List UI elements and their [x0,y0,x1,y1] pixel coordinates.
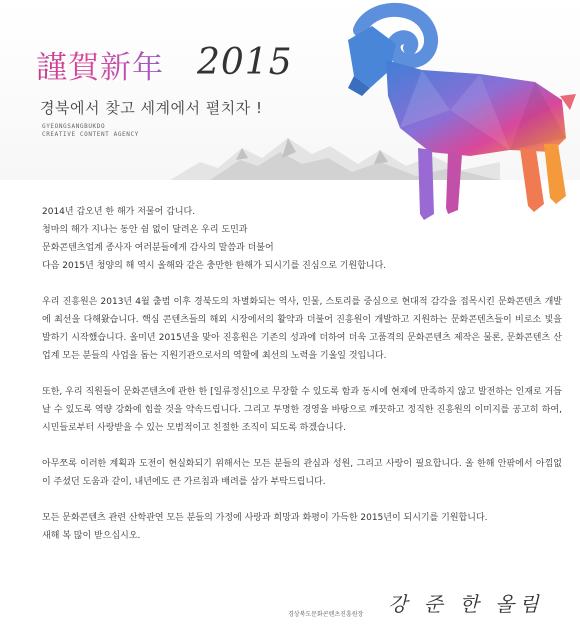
title-year: 2015 [197,42,293,83]
org-english-name [42,123,139,139]
slogan: 경북에서 찾고 세계에서 펼치자 ! [40,99,263,117]
title-cjk: 謹賀新年 [36,42,164,87]
signature: 강 준 한 올림 [388,592,544,616]
org-english-line-1: GYEONGSANGBUKDO [42,123,106,130]
letter-paragraph: 아무쪼록 이러한 계획과 도전이 현실화되기 위해서는 모든 분들의 관심과 성원, 그리고 사랑이 필요합니다. 올 한해 안팎에서 아낌없이 주셨던 도움과 같이, 내년에도 큰 가르침과 배려를 삼가 부탁드립니다. [42,459,562,487]
signature-title: 경상북도문화콘텐츠진흥원장 [288,611,364,618]
org-english-line-2: CREATIVE CONTENT AGENCY [42,131,139,138]
letter-body [42,203,562,545]
letter-paragraph: 우리 진흥원은 2013년 4월 출범 이후 경북도의 차별화되는 역사, 인물, 스토리를 중심으로 현대적 감각을 접목시킨 문화콘텐츠 개발에 최선을 다해왔습니다. 핵심 콘텐츠들의 해외 시장에서의 활약과 더불어 진흥원이 개발하고 지원하는 문화콘텐츠들이 비로소 빛을 발하기 시작했습니다. 올미년 2015년을 맞아 진흥원은 기존의 성과에 더하여 더욱 고품격의 문화콘텐츠 제작은 물론, 문화콘텐츠 산업계 모든 분들의 사업을 돕는 지원기관으로서의 역할에 최선의 노력을 기울일 것입니다. [42,297,562,361]
letter-paragraph: 모든 문화콘텐츠 관련 산학관연 모든 분들의 가정에 사랑과 희망과 화평이 가득한 2015년이 되시기를 기원합니다. 새해 복 많이 받으십시오. [42,513,488,541]
ram-icon [330,0,580,225]
letter-paragraph: 2014년 갑오년 한 해가 저물어 갑니다. 청마의 해가 지나는 동안 쉼 없이 달려온 우리 도민과 문화콘텐츠업계 종사자 여러분들에게 감사의 말씀과 더불어 다음 2015년 청양의 해 역시 올해와 같은 충만한 한해가 되시기를 진심으로 기원합니다. [42,207,387,271]
letter-paragraph: 또한, 우리 직원들이 문화콘텐츠에 관한 한 [일류정신]으로 무장할 수 있도록 함과 동시에 현재에 만족하지 않고 발전하는 인재로 거듭날 수 있도록 역량 강화에 힘쓸 것을 약속드립니다. 그리고 투명한 경영을 바탕으로 깨끗하고 정직한 진흥원의 이미지를 공고히 하여, 시민들로부터 사랑받을 수 있는 모범적이고 친절한 조직이 되도록 하겠습니다. [42,387,562,433]
